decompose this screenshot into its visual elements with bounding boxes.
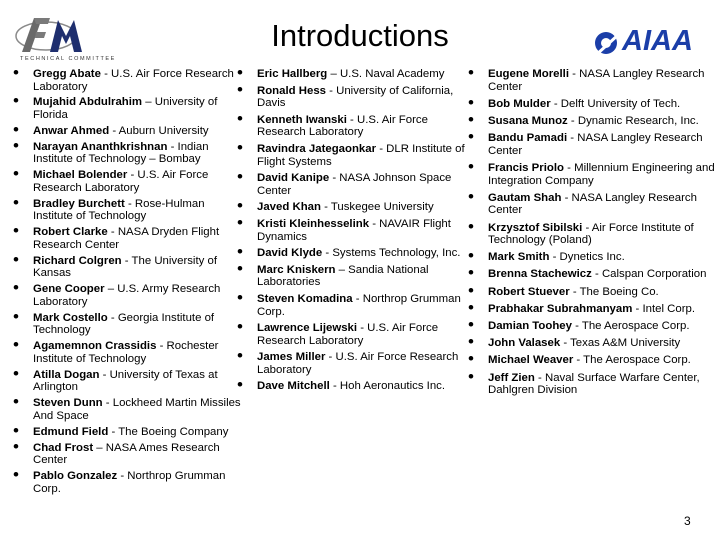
attendee-affiliation: - Auburn University: [109, 124, 209, 137]
attendee-affiliation: - Millennium Engineering and Integration Company: [488, 161, 715, 187]
attendee-item: [237, 68, 473, 81]
attendee-affiliation: - NAVAIR Flight Dynamics: [257, 217, 451, 243]
attendee-name: Damian Toohey: [488, 320, 572, 333]
attendee-name: Bob Mulder: [488, 97, 551, 110]
attendee-name: Michael Weaver: [488, 354, 574, 367]
attendee-item: [13, 369, 241, 394]
attendee-name: Dave Mitchell: [257, 380, 330, 393]
attendee-item: [468, 68, 720, 93]
attendee-affiliation: - NASA Dryden Flight Research Center: [33, 226, 220, 251]
attendee-affiliation: – University of Florida: [33, 96, 218, 122]
attendee-item: [237, 264, 473, 289]
attendee-name: Robert Clarke: [33, 226, 108, 239]
attendee-name: Ravindra Jategaonkar: [257, 142, 377, 155]
attendee-item: [237, 380, 473, 393]
attendee-item: [468, 372, 720, 397]
attendee-name: Brenna Stachewicz: [488, 268, 592, 281]
attendee-item: [13, 125, 241, 138]
attendee-item: [468, 251, 720, 264]
attendee-name: Narayan Ananthkrishnan: [33, 140, 168, 153]
attendee-name: Eugene Morelli: [488, 68, 570, 80]
attendee-affiliation: – U.S. Army Research Laboratory: [33, 283, 221, 308]
attendee-name: Prabhakar Subrahmanyam: [488, 302, 633, 315]
attendee-item: [468, 320, 720, 333]
attendee-name: Pablo Gonzalez: [33, 470, 118, 483]
attendee-name: Krzysztof Sibilski: [488, 221, 583, 234]
aiaa-logo: [592, 25, 714, 61]
attendee-affiliation: - U.S. Air Force Research Laboratory: [257, 322, 439, 347]
attendee-item: [13, 96, 241, 121]
attendee-affiliation: - Hoh Aeronautics Inc.: [329, 380, 446, 393]
attendee-name: Jeff Zien: [488, 371, 535, 384]
attendee-affiliation: - Delft University of Tech.: [550, 97, 681, 110]
attendee-name: Gregg Abate: [33, 68, 101, 80]
attendee-item: [468, 115, 720, 128]
attendee-affiliation: - U.S. Air Force Research Laboratory: [257, 351, 459, 376]
attendee-name: Ronald Hess: [257, 84, 326, 97]
attendee-name: Robert Stuever: [488, 285, 570, 298]
attendee-item: [13, 198, 241, 223]
attendee-affiliation: - University of California, Davis: [257, 84, 454, 110]
page-number: 3: [684, 514, 691, 528]
attendee-affiliation: - Lockheed Martin Missiles And Space: [33, 397, 241, 422]
attendee-item: [237, 293, 473, 318]
attendee-affiliation: - Georgia Institute of Technology: [33, 311, 215, 337]
attendee-affiliation: - U.S. Air Force Research Laboratory: [33, 68, 234, 93]
attendee-name: Mujahid Abdulrahim: [33, 96, 143, 109]
attendee-item: [468, 337, 720, 350]
attendee-item: [468, 222, 720, 247]
attendee-name: Francis Priolo: [488, 161, 564, 174]
attendee-affiliation: - Rose-Hulman Institute of Technology: [33, 197, 205, 223]
attendee-affiliation: - Dynetics Inc.: [549, 251, 625, 264]
attendee-column-3: [468, 68, 720, 401]
aiaa-wordmark: AIAA: [622, 25, 693, 57]
attendee-item: [468, 268, 720, 281]
attendee-name: Marc Kniskern: [257, 263, 336, 276]
attendee-name: Chad Frost: [33, 441, 94, 454]
attendee-item: [13, 226, 241, 251]
attendee-item: [237, 201, 473, 214]
attendee-item: [468, 192, 720, 217]
attendee-name: Bradley Burchett: [33, 197, 125, 210]
attendee-item: [13, 442, 241, 467]
attendee-item: [13, 141, 241, 166]
attendee-item: [237, 114, 473, 139]
attendee-name: Gautam Shah: [488, 191, 562, 204]
attendee-name: Lawrence Lijewski: [257, 322, 358, 335]
attendee-affiliation: - University of Texas at Arlington: [33, 368, 218, 394]
attendee-affiliation: - NASA Langley Research Center: [488, 68, 705, 93]
attendee-item: [13, 68, 241, 93]
attendee-name: Mark Smith: [488, 251, 550, 264]
attendee-affiliation: - Northrop Grumman Corp.: [257, 292, 461, 318]
attendee-affiliation: - Dynamic Research, Inc.: [567, 114, 699, 127]
attendee-name: Anwar Ahmed: [33, 124, 110, 137]
attendee-item: [237, 85, 473, 110]
attendee-affiliation: - Rochester Institute of Technology: [33, 340, 219, 365]
attendee-affiliation: - The Aerospace Corp.: [571, 320, 690, 333]
attendee-affiliation: - Systems Technology, Inc.: [322, 247, 461, 260]
attendee-name: Gene Cooper: [33, 283, 105, 296]
attendee-item: [468, 132, 720, 157]
attendee-item: [13, 312, 241, 337]
attendee-affiliation: - NASA Langley Research Center: [488, 191, 697, 217]
attendee-affiliation: - NASA Langley Research Center: [488, 132, 703, 157]
attendee-item: [468, 162, 720, 187]
attendee-name: Kenneth Iwanski: [257, 113, 347, 126]
attendee-name: Atilla Dogan: [33, 368, 100, 381]
attendee-affiliation: - Northrop Grumman Corp.: [33, 470, 226, 495]
attendee-name: Javed Khan: [257, 201, 321, 214]
attendee-affiliation: - The University of Kansas: [33, 254, 217, 280]
attendee-name: Susana Munoz: [488, 114, 568, 127]
attendee-affiliation: - U.S. Air Force Research Laboratory: [33, 169, 209, 194]
attendee-item: [13, 426, 241, 439]
attendee-name: Kristi Kleinhesselink: [257, 217, 370, 230]
attendee-affiliation: - Air Force Institute of Technology (Poland): [488, 221, 694, 247]
attendee-item: [13, 283, 241, 308]
attendee-item: [13, 169, 241, 194]
attendee-item: [468, 354, 720, 367]
attendee-name: David Klyde: [257, 247, 323, 260]
attendee-name: Mark Costello: [33, 311, 108, 324]
attendee-item: [13, 255, 241, 280]
attendee-name: Agamemnon Crassidis: [33, 340, 157, 353]
attendee-affiliation: – U.S. Naval Academy: [327, 68, 445, 80]
attendee-name: Steven Dunn: [33, 397, 103, 410]
attendee-name: John Valasek: [488, 337, 561, 350]
attendee-name: Bandu Pamadi: [488, 132, 568, 145]
attendee-affiliation: – Sandia National Laboratories: [257, 263, 429, 289]
attendee-name: Richard Colgren: [33, 254, 122, 267]
attendee-name: David Kanipe: [257, 172, 330, 185]
attendee-column-1: [13, 68, 241, 499]
attendee-item: [468, 98, 720, 111]
logo-tagline: TECHNICAL COMMITTEE: [20, 56, 116, 62]
attendee-item: [13, 397, 241, 422]
attendee-name: Eric Hallberg: [257, 68, 328, 80]
attendee-affiliation: - Intel Corp.: [632, 302, 696, 315]
attendee-item: [237, 143, 473, 168]
attendee-name: Steven Komadina: [257, 292, 353, 305]
attendee-item: [13, 340, 241, 365]
attendee-affiliation: - U.S. Air Force Research Laboratory: [257, 113, 428, 139]
attendee-affiliation: - DLR Institute of Flight Systems: [257, 142, 465, 168]
attendee-column-2: [237, 68, 473, 397]
attendee-affiliation: - Indian Institute of Technology – Bombay: [33, 140, 209, 166]
attendee-item: [237, 247, 473, 260]
attendee-affiliation: - Naval Surface Warfare Center, Dahlgren Division: [488, 371, 700, 397]
attendee-affiliation: - Texas A&M University: [560, 337, 681, 350]
attendee-affiliation: - Calspan Corporation: [591, 268, 707, 281]
attendee-item: [13, 470, 241, 495]
attendee-affiliation: - The Aerospace Corp.: [573, 354, 691, 367]
attendee-item: [468, 286, 720, 299]
attendee-affiliation: - The Boeing Co.: [569, 285, 659, 298]
attendee-affiliation: – NASA Ames Research Center: [33, 441, 220, 467]
attendee-name: Michael Bolender: [33, 169, 128, 182]
page-title: Introductions: [271, 18, 449, 53]
attendee-affiliation: - The Boeing Company: [108, 425, 229, 438]
attendee-affiliation: - Tuskegee University: [320, 201, 434, 214]
attendee-affiliation: - NASA Johnson Space Center: [257, 172, 452, 197]
attendee-name: James Miller: [257, 351, 326, 364]
attendee-item: [237, 218, 473, 243]
attendee-item: [237, 351, 473, 376]
aiaa-globe-icon: [592, 29, 624, 61]
attendee-item: [237, 172, 473, 197]
attendee-item: [237, 322, 473, 347]
attendee-name: Edmund Field: [33, 425, 109, 438]
attendee-item: [468, 303, 720, 316]
